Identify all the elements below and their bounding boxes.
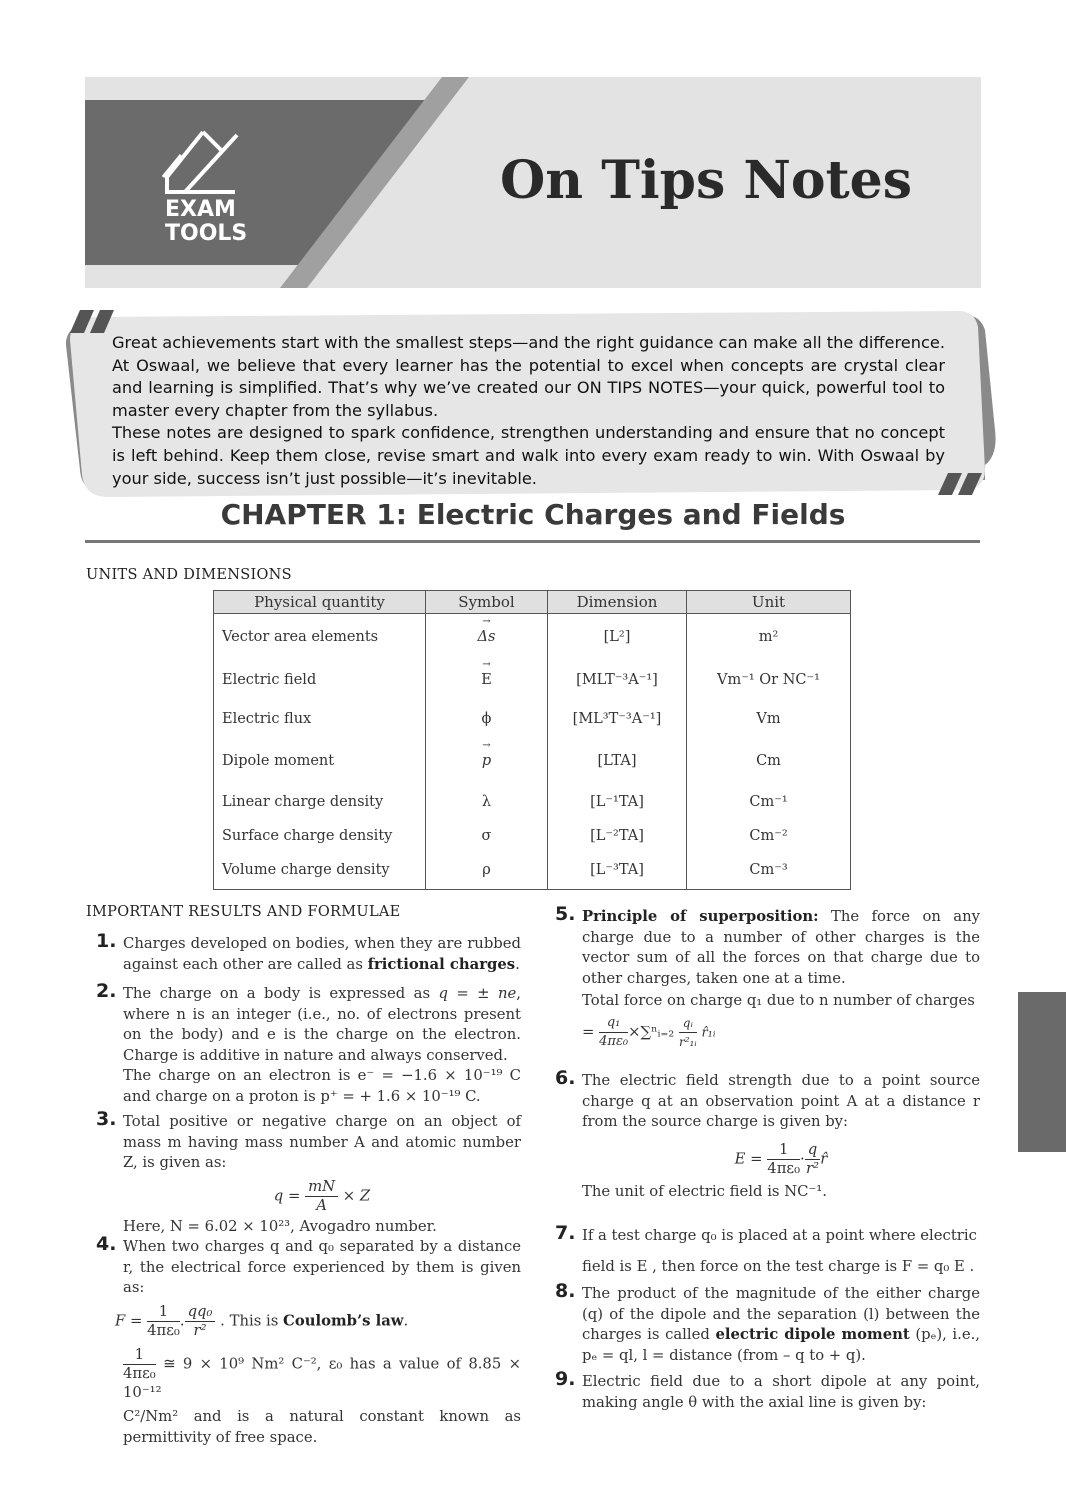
- item-number: 7.: [555, 1222, 576, 1244]
- vector-symbol: → E: [481, 672, 492, 688]
- item-text: , where n is an integer (i.e., no. of electrons present on the body) and e is the charge on the electron. Charge is additive in nature and always conserved.: [123, 985, 521, 1064]
- cell-quantity: Dipole moment: [214, 738, 426, 784]
- table-row: [214, 784, 851, 820]
- logo-line2: TOOLS: [165, 221, 248, 246]
- logo-line1: EXAM: [165, 197, 236, 222]
- cell-symbol: [426, 738, 548, 784]
- item-text: The unit of electric field is NC⁻¹.: [582, 1182, 827, 1200]
- table-row: [214, 852, 851, 890]
- result-item-4: [96, 1233, 521, 1448]
- item-number: 5.: [555, 903, 576, 925]
- page-title: On Tips Notes: [500, 150, 912, 211]
- item-text: The electric field strength due to a point source charge q at an observation point A at a distance r from the source charge is given by:: [582, 1072, 980, 1130]
- item-text: The product of the magnitude of the either charge (q) of the dipole and the separation (l) between the charges is called: [582, 1285, 980, 1343]
- cell-dimension: [L⁻¹TA]: [548, 784, 687, 820]
- fraction: [805, 1141, 820, 1178]
- equation-rhs: × Z: [342, 1187, 371, 1204]
- cell-symbol: λ: [426, 784, 548, 820]
- intro-paragraph-1: Great achievements start with the smallest steps—and the right guidance can make all the difference. At Oswaal, we believe that every learner has the potential to excel when concepts are crystal clear and learning is simplified. That’s why we’ve created our ON TIPS NOTES—your quick, powerful tool to master every chapter from the syllabus.: [112, 333, 945, 420]
- cell-quantity: Volume charge density: [214, 852, 426, 890]
- units-table: [213, 590, 851, 890]
- equation-lhs: F =: [115, 1312, 143, 1329]
- fraction: [679, 1014, 697, 1051]
- table-header-row: [214, 591, 851, 614]
- result-item-7: [555, 1222, 980, 1277]
- fraction: [147, 1303, 180, 1340]
- cell-unit: Cm: [687, 738, 851, 784]
- numerator: 1: [123, 1346, 156, 1365]
- item-number: 6.: [555, 1067, 576, 1089]
- cell-quantity: Vector area elements: [214, 614, 426, 660]
- side-tab: [1018, 992, 1066, 1152]
- numerator: q₁: [599, 1014, 628, 1033]
- fraction: [185, 1303, 216, 1340]
- cell-symbol: ϕ: [426, 700, 548, 738]
- numerator: qq₀: [185, 1303, 216, 1322]
- header-unit: Unit: [687, 591, 851, 614]
- numerator: mN: [305, 1178, 338, 1197]
- denominator: r²: [806, 1159, 820, 1177]
- item-text: If a test charge q₀ is placed at a point where electric: [582, 1227, 977, 1244]
- unit-vector: r̂₁ᵢ: [701, 1025, 716, 1040]
- item-equation: q = ± ne: [438, 985, 517, 1002]
- cell-dimension: [MLT⁻³A⁻¹]: [548, 660, 687, 700]
- item-text: When two charges q and q₀ separated by a distance r, the electrical force experienced by them is given as:: [123, 1238, 521, 1296]
- equation-block: [123, 1178, 521, 1215]
- fraction: [599, 1014, 628, 1051]
- result-item-5: [555, 903, 981, 1051]
- result-item-8: [555, 1280, 980, 1366]
- cell-symbol: σ: [426, 820, 548, 852]
- table-row: [214, 820, 851, 852]
- item-text: . This is: [220, 1312, 284, 1329]
- cell-dimension: [L²]: [548, 614, 687, 660]
- summation: ×∑ⁿᵢ₌₂: [628, 1023, 675, 1040]
- fraction: [305, 1178, 338, 1215]
- item-text: field is E , then force on the test charge is F = q₀ E .: [582, 1257, 975, 1275]
- table-row: [214, 738, 851, 784]
- cell-unit: Cm⁻³: [687, 852, 851, 890]
- item-number: 3.: [96, 1108, 117, 1130]
- intro-text: [112, 332, 945, 490]
- cell-quantity: Electric flux: [214, 700, 426, 738]
- equation-lhs: E =: [734, 1150, 763, 1167]
- cell-unit: Vm: [687, 700, 851, 738]
- intro-paragraph-2: These notes are designed to spark confidence, strengthen understanding and ensure that no concept is left behind. Keep them close, revise smart and walk into every exam ready to win. With Oswaal by your side, success isn’t just possible—it’s inevitable.: [112, 423, 945, 488]
- item-term: frictional charges: [367, 955, 516, 973]
- result-item-9: [555, 1368, 980, 1413]
- item-number: 8.: [555, 1280, 576, 1302]
- item-term: Principle of superposition:: [582, 908, 819, 925]
- denominator: r²₁ᵢ: [678, 1034, 697, 1049]
- cell-dimension: [L⁻³TA]: [548, 852, 687, 890]
- equation-block: F = $\frac{1}{\text{4πε₀}}$ . $\frac{\text{qq₀}}{\text{r²}}$ . This is Coulomb’s law.: [115, 1302, 409, 1339]
- item-text: .: [403, 1312, 409, 1329]
- item-term: Coulomb’s law: [283, 1312, 404, 1329]
- item-text: The charge on a body is expressed as: [123, 985, 439, 1002]
- cell-unit: Cm⁻²: [687, 820, 851, 852]
- denominator: r²: [193, 1321, 207, 1339]
- constant-line: [123, 1346, 521, 1404]
- cell-symbol: [426, 660, 548, 700]
- result-item-3: [96, 1108, 521, 1237]
- units-heading: UNITS AND DIMENSIONS: [86, 567, 292, 583]
- item-term: electric dipole moment: [715, 1326, 910, 1343]
- chapter-divider: [85, 540, 980, 543]
- fraction: [767, 1141, 800, 1178]
- cell-unit: Vm⁻¹ Or NC⁻¹: [687, 660, 851, 700]
- item-text: The charge on an electron is e⁻ = −1.6 × 10⁻¹⁹ C and charge on a proton is p⁺ = + 1.6 × 10⁻¹⁹ C.: [123, 1067, 521, 1105]
- numerator: 1: [147, 1303, 180, 1322]
- equation-lhs: q =: [273, 1187, 301, 1204]
- equation-block: E = $\frac{1}{\text{4πε₀}}$ · $\frac{q}{\text{r²}}$ r̂: [734, 1140, 828, 1177]
- item-text: C²/Nm² and is a natural constant known as permittivity of free space.: [123, 1408, 521, 1446]
- item-text: Total positive or negative charge on an object of mass m having mass number A and atomic number Z, is given as:: [123, 1113, 521, 1171]
- item-text: Electric field due to a short dipole at any point, making angle θ with the axial line is given by:: [582, 1373, 980, 1411]
- results-heading: IMPORTANT RESULTS AND FORMULAE: [86, 904, 401, 920]
- numerator: q: [805, 1141, 820, 1160]
- result-item-2: [96, 980, 521, 1107]
- item-text: .: [515, 955, 520, 973]
- header-dimension: Dimension: [548, 591, 687, 614]
- item-text: (pₑ), i.e., pₑ = ql, l = distance (from – q to + q).: [582, 1326, 980, 1364]
- table-row: [214, 700, 851, 738]
- vector-symbol: → p: [482, 753, 491, 769]
- denominator: 4πε₀: [599, 1033, 629, 1049]
- item-text: The force on any charge due to a number of other charges is the vector sum of all the forces on that charge due to other charges, taken one at a time.: [582, 908, 981, 987]
- vector-symbol: → Δs: [478, 629, 496, 645]
- item-number: 4.: [96, 1233, 117, 1255]
- denominator: 4πε₀: [767, 1159, 801, 1177]
- cell-symbol: ρ: [426, 852, 548, 890]
- table-row: [214, 614, 851, 660]
- fraction: [123, 1346, 156, 1383]
- item-number: 1.: [96, 930, 117, 952]
- cell-quantity: Surface charge density: [214, 820, 426, 852]
- table-row: [214, 660, 851, 700]
- header-physical-quantity: Physical quantity: [214, 591, 426, 614]
- equation-block: [582, 1014, 980, 1051]
- chapter-title: CHAPTER 1: Electric Charges and Fields: [220, 498, 846, 531]
- cell-quantity: Linear charge density: [214, 784, 426, 820]
- exam-tools-logo: [165, 198, 247, 246]
- item-text: ≅ 9 × 10⁹ Nm² C⁻², ε₀ has a value of 8.85 × 10⁻¹²: [123, 1355, 521, 1401]
- cell-quantity: Electric field: [214, 660, 426, 700]
- item-text: Here, N = 6.02 × 10²³, Avogadro number.: [123, 1217, 437, 1235]
- numerator: 1: [767, 1141, 800, 1160]
- item-text: Charges developed on bodies, when they are rubbed against each other are called as: [123, 935, 521, 973]
- cell-symbol: [426, 614, 548, 660]
- cell-unit: Cm⁻¹: [687, 784, 851, 820]
- item-number: 2.: [96, 980, 117, 1002]
- header-symbol: Symbol: [426, 591, 548, 614]
- equation-lhs: =: [582, 1023, 595, 1040]
- cell-unit: m²: [687, 614, 851, 660]
- cell-dimension: [LTA]: [548, 738, 687, 784]
- numerator: qᵢ: [679, 1014, 697, 1033]
- denominator: A: [316, 1196, 327, 1214]
- denominator: 4πε₀: [147, 1321, 180, 1339]
- item-number: 9.: [555, 1368, 576, 1390]
- cell-dimension: [L⁻²TA]: [548, 820, 687, 852]
- unit-vector: r̂: [820, 1150, 828, 1167]
- result-item-1: [96, 930, 521, 975]
- item-text: Total force on charge q₁ due to n number of charges: [582, 992, 975, 1009]
- result-item-6: [555, 1067, 980, 1202]
- denominator: 4πε₀: [123, 1364, 156, 1382]
- cell-dimension: [ML³T⁻³A⁻¹]: [548, 700, 687, 738]
